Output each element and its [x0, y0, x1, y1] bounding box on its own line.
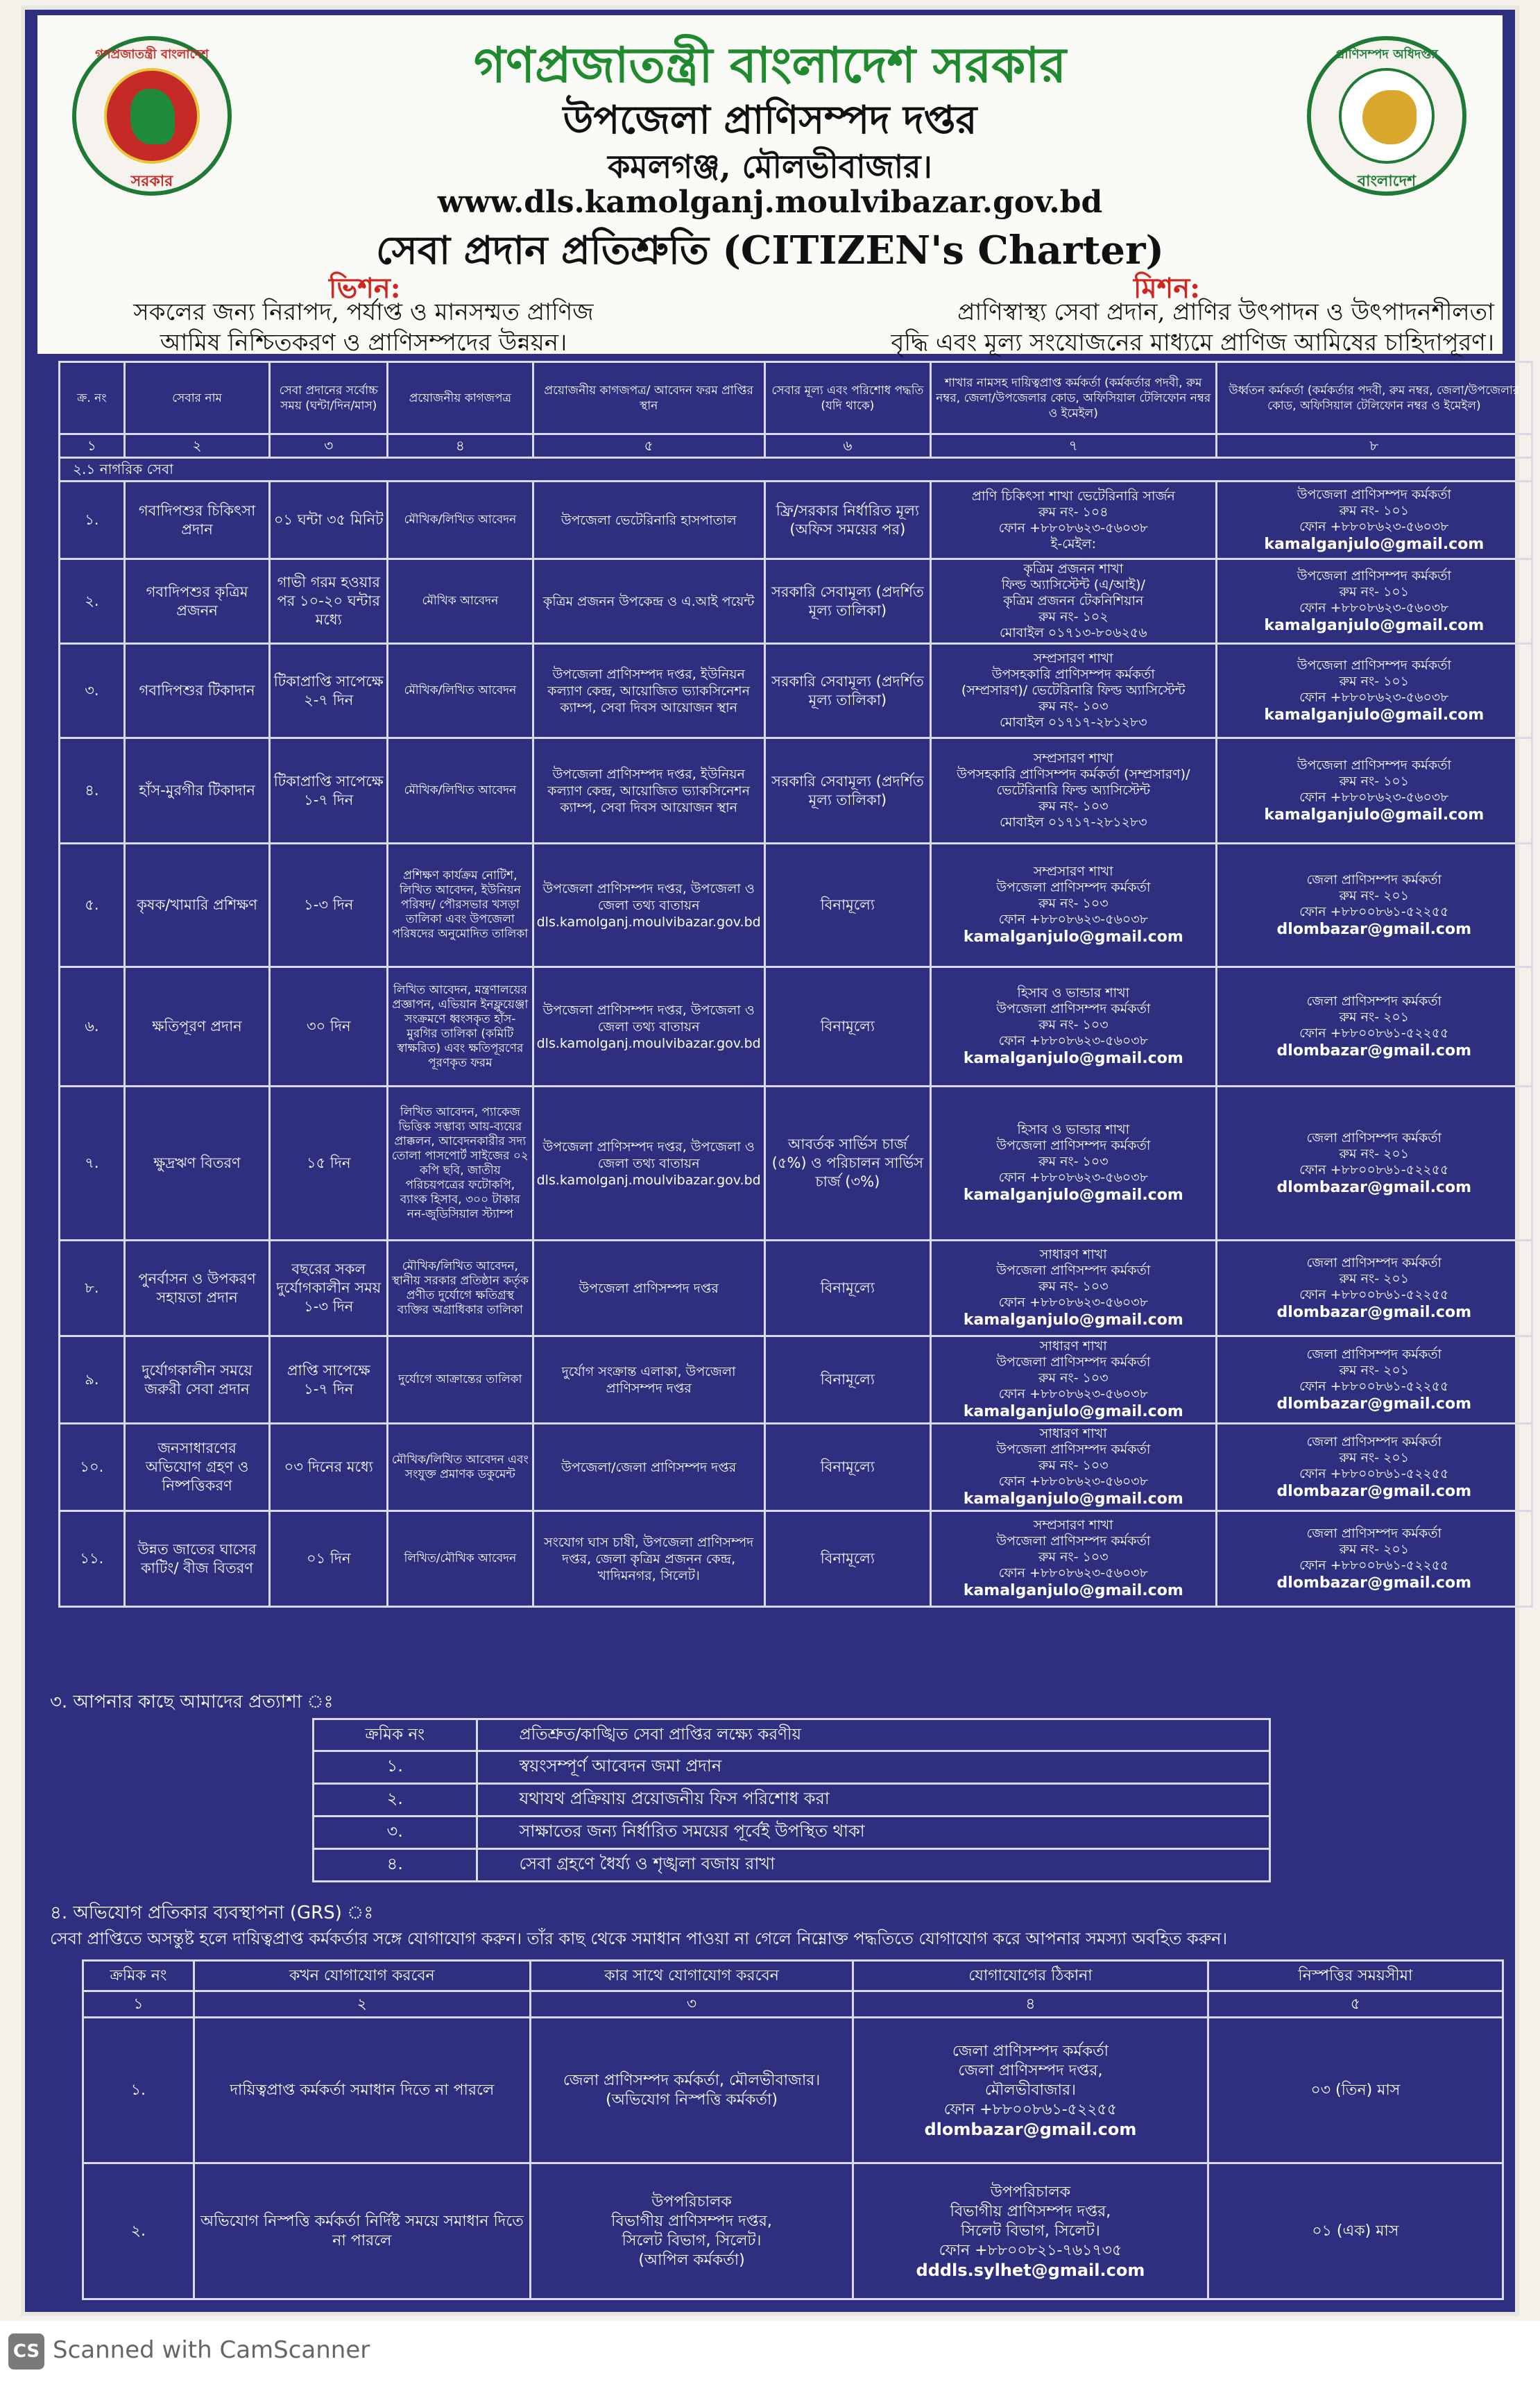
service-place: উপজেলা/জেলা প্রাণিসম্পদ দপ্তর [533, 1424, 764, 1511]
service-officer: কৃত্রিম প্রজনন শাখা ফিল্ড অ্যাসিস্টেন্ট (এ/আই)/ কৃত্রিম প্রজনন টেকনিশিয়ান রুম নং- ১০২ মোবাইল ০১৭১৩-৮০৬২৫৬ [999, 561, 1147, 640]
service-senior-email[interactable]: dlombazar@gmail.com [1276, 1395, 1472, 1413]
service-officer: সাধারণ শাখা উপজেলা প্রাণিসম্পদ কর্মকর্তা রুম নং- ১০৩ ফোন +৮৮০৮৬২৩-৫৬০৩৮ [996, 1426, 1151, 1489]
service-row [60, 1087, 1532, 1241]
service-officer-email[interactable]: kamalganjulo@gmail.com [963, 1186, 1183, 1204]
service-name: দুর্যোগকালীন সময়ে জরুরী সেবা প্রদান [124, 1336, 270, 1424]
service-place: উপজেলা প্রাণিসম্পদ দপ্তর, উপজেলা ও জেলা তথ্য বাতায়ন dls.kamolganj.moulvibazar.gov.bd [533, 967, 764, 1087]
service-time: ১-৩ দিন [270, 844, 388, 967]
service-no: ৩. [60, 644, 125, 738]
service-senior-email[interactable]: kamalganjulo@gmail.com [1264, 616, 1485, 634]
service-place: উপজেলা প্রাণিসম্পদ দপ্তর, ইউনিয়ন কল্যাণ কেন্দ্র, আয়োজিত ভ্যাকসিনেশন ক্যাম্প, সেবা দিবস আয়োজন স্থান [533, 644, 764, 738]
service-name: জনসাধারণের অভিযোগ গ্রহণ ও নিষ্পত্তিকরণ [124, 1424, 270, 1511]
service-senior-email[interactable]: dlombazar@gmail.com [1276, 920, 1472, 938]
service-senior-email[interactable]: kamalganjulo@gmail.com [1264, 806, 1485, 824]
service-time: বছরের সকল দুর্যোগকালীন সময় ১-৩ দিন [270, 1241, 388, 1336]
service-senior-cell [1216, 644, 1532, 738]
service-row [60, 1511, 1532, 1607]
grs-column-number: ২ [194, 1991, 530, 2018]
service-time: টিকাপ্রাপ্তি সাপেক্ষে ১-৭ দিন [270, 738, 388, 844]
services-header-cell: প্রয়োজনীয় কাগজপত্র [388, 362, 533, 434]
exp-header-no: ক্রমিক নং [314, 1719, 477, 1751]
grs-header-cell: নিস্পত্তির সময়সীমা [1208, 1961, 1503, 1991]
service-docs: দুর্যোগে আক্রান্তের তালিকা [388, 1336, 533, 1424]
expectation-row [314, 1751, 1270, 1784]
service-place: উপজেলা প্রাণিসম্পদ দপ্তর, উপজেলা ও জেলা তথ্য বাতায়ন dls.kamolganj.moulvibazar.gov.bd [533, 1087, 764, 1241]
grs-deadline: ০৩ (তিন) মাস [1208, 2018, 1503, 2163]
service-senior: জেলা প্রাণিসম্পদ কর্মকর্তা রুম নং- ২০১ ফোন +৮৮০০৮৬১-৫২২৫৫ [1299, 1254, 1449, 1302]
service-officer-cell [930, 482, 1216, 559]
website-link[interactable]: www.dls.kamolganj.moulvibazar.gov.bd [437, 185, 1103, 220]
grs-whom: জেলা প্রাণিসম্পদ কর্মকর্তা, মৌলভীবাজার। (অভিযোগ নিস্পত্তি কর্মকর্তা) [530, 2018, 853, 2163]
service-time: ০১ ঘন্টা ৩৫ মিনিট [270, 482, 388, 559]
grs-address-cell [853, 2163, 1208, 2299]
services-column-number: ৬ [764, 434, 930, 458]
service-docs: লিখিত/মৌখিক আবেদন [388, 1511, 533, 1607]
service-officer-email[interactable]: kamalganjulo@gmail.com [963, 1403, 1183, 1420]
service-fee: সরকারি সেবামূল্য (প্রদর্শিত মূল্য তালিকা) [764, 738, 930, 844]
service-docs: প্রশিক্ষণ কার্যক্রম নোটিশ, লিখিত আবেদন, ইউনিয়ন পরিষদ/ পৌরসভার খসড়া তালিকা এবং উপজেলা পরিষদের অনুমোদিত তালিকা [388, 844, 533, 967]
grs-when: অভিযোগ নিস্পত্তি কর্মকর্তা নির্দিষ্ট সময়ে সমাধান দিতে না পারলে [194, 2163, 530, 2299]
expectation-row [314, 1817, 1270, 1849]
service-row [60, 1241, 1532, 1336]
service-fee: সরকারি সেবামূল্য (প্রদর্শিত মূল্য তালিকা) [764, 644, 930, 738]
service-no: ৭. [60, 1087, 125, 1241]
expectation-text: যথাযথ প্রক্রিয়ায় প্রয়োজনীয় ফিস পরিশোধ করা [477, 1784, 1269, 1817]
expectation-row [314, 1849, 1270, 1882]
service-row [60, 967, 1532, 1087]
grs-column-number: ১ [83, 1991, 194, 2018]
service-time: ০১ দিন [270, 1511, 388, 1607]
service-docs: মৌখিক/লিখিত আবেদন, স্থানীয় সরকার প্রতিষ্ঠান কর্তৃক প্রণীত দুর্যোগে ক্ষতিগ্রস্থ ব্যক্তির অগ্রাধিকার তালিকা [388, 1241, 533, 1336]
service-place: সংযোগ ঘাস চাষী, উপজেলা প্রাণিসম্পদ দপ্তর, জেলা কৃত্রিম প্রজনন কেন্দ্র, খাদিমনগর, সিলেট। [533, 1511, 764, 1607]
service-docs: লিখিত আবেদন, মন্ত্রণালয়ের প্রজ্ঞাপন, এভিয়ান ইনফ্লুয়েঞ্জা সংক্রমণে ধ্বংসকৃত হাঁস-মুরগির তালিকা (কমিটি স্বাক্ষরিত) এবং ক্ষতিপূরণের পূরণকৃত ফরম [388, 967, 533, 1087]
grs-header-cell: কখন যোগাযোগ করবেন [194, 1961, 530, 1991]
service-place: কৃত্রিম প্রজনন উপকেন্দ্র ও এ.আই পয়েন্ট [533, 559, 764, 644]
service-officer-cell [930, 559, 1216, 644]
service-officer: সাধারণ শাখা উপজেলা প্রাণিসম্পদ কর্মকর্তা রুম নং- ১০৩ ফোন +৮৮০৮৬২৩-৫৬০৩৮ [996, 1338, 1151, 1402]
service-fee: ফ্রি/সরকার নির্ধারিত মূল্য (অফিস সময়ের পর) [764, 482, 930, 559]
service-senior: জেলা প্রাণিসম্পদ কর্মকর্তা রুম নং- ২০১ ফোন +৮৮০০৮৬১-৫২২৫৫ [1299, 1346, 1449, 1394]
service-officer-cell [930, 738, 1216, 844]
service-officer: সম্প্রসারণ শাখা উপসহকারি প্রাণিসম্পদ কর্মকর্তা (সম্প্রসারণ)/ ভেটেরিনারি ফিল্ড অ্যাসিস্টেন্ট রুম নং- ১০৩ মোবাইল ০১৭১৭-২৮১২৮৩ [957, 751, 1190, 830]
service-senior-email[interactable]: dlombazar@gmail.com [1276, 1041, 1472, 1060]
expectation-no: ২. [314, 1784, 477, 1817]
service-row [60, 844, 1532, 967]
service-docs: মৌখিক/লিখিত আবেদন [388, 644, 533, 738]
grs-column-numbers [83, 1991, 1503, 2018]
service-fee: বিনামূল্যে [764, 1511, 930, 1607]
grs-column-number: ৪ [853, 1991, 1208, 2018]
services-header-cell: প্রয়োজনীয় কাগজপত্র/ আবেদন ফরম প্রাপ্তির স্থান [533, 362, 764, 434]
service-senior: উপজেলা প্রাণিসম্পদ কর্মকর্তা রুম নং- ১০১ ফোন +৮৮০৮৬২৩-৫৬০৩৮ [1297, 657, 1451, 705]
service-place: উপজেলা ভেটেরিনারি হাসপাতাল [533, 482, 764, 559]
services-header-cell: সেবার নাম [124, 362, 270, 434]
service-docs: মৌখিক/লিখিত আবেদন [388, 738, 533, 844]
service-officer: হিসাব ও ভান্ডার শাখা উপজেলা প্রাণিসম্পদ কর্মকর্তা রুম নং- ১০৩ ফোন +৮৮০৮৬২৩-৫৬০৩৮ [996, 985, 1151, 1048]
service-time: ১৫ দিন [270, 1087, 388, 1241]
service-senior: উপজেলা প্রাণিসম্পদ কর্মকর্তা রুম নং- ১০১ ফোন +৮৮০৮৬২৩-৫৬০৩৮ [1297, 757, 1451, 805]
service-name: গবাদিপশুর চিকিৎসা প্রদান [124, 482, 270, 559]
grs-whom: উপপরিচালক বিভাগীয় প্রাণিসম্পদ দপ্তর, সিলেট বিভাগ, সিলেট। (আপিল কর্মকর্তা) [530, 2163, 853, 2299]
service-officer-cell [930, 1336, 1216, 1424]
service-officer-email[interactable]: kamalganjulo@gmail.com [963, 1311, 1183, 1329]
service-officer-cell [930, 967, 1216, 1087]
service-row [60, 738, 1532, 844]
service-officer-cell [930, 644, 1216, 738]
service-senior: উপজেলা প্রাণিসম্পদ কর্মকর্তা রুম নং- ১০১ ফোন +৮৮০৮৬২৩-৫৬০৩৮ [1297, 568, 1451, 615]
grs-column-number: ৫ [1208, 1991, 1503, 2018]
grs-no: ২. [83, 2163, 194, 2299]
seal-right-bottom-text: বাংলাদেশ [1357, 173, 1417, 190]
service-time: প্রাপ্তি সাপেক্ষে ১-৭ দিন [270, 1336, 388, 1424]
grs-address-cell [853, 2018, 1208, 2163]
service-fee: বিনামূল্যে [764, 1424, 930, 1511]
service-officer-cell [930, 1511, 1216, 1607]
service-fee: বিনামূল্যে [764, 1241, 930, 1336]
service-senior-email[interactable]: kamalganjulo@gmail.com [1264, 535, 1485, 553]
service-senior: জেলা প্রাণিসম্পদ কর্মকর্তা রুম নং- ২০১ ফোন +৮৮০০৮৬১-৫২২৫৫ [1299, 1130, 1449, 1177]
vision-text: সকলের জন্য নিরাপদ, পর্যাপ্ত ও মানসম্মত প্রাণিজ আমিষ নিশ্চিতকরণ ও প্রাণিসম্পদের উন্নয়ন। [133, 298, 594, 357]
service-fee: আবর্তক সার্ভিস চার্জ (৫%) ও পরিচালন সার্ভিস চার্জ (৩%) [764, 1087, 930, 1241]
expectation-no: ৪. [314, 1849, 477, 1882]
expectation-text: স্বয়ংসম্পূর্ণ আবেদন জমা প্রদান [477, 1751, 1269, 1784]
grs-table [82, 1959, 1504, 2300]
service-name: গবাদিপশুর টিকাদান [124, 644, 270, 738]
expectation-no: ১. [314, 1751, 477, 1784]
service-name: হাঁস-মুরগীর টিকাদান [124, 738, 270, 844]
service-place: উপজেলা প্রাণিসম্পদ দপ্তর, উপজেলা ও জেলা তথ্য বাতায়ন dls.kamolganj.moulvibazar.gov.bd [533, 844, 764, 967]
service-senior-email[interactable]: dlombazar@gmail.com [1276, 1178, 1472, 1196]
expectations-table [312, 1718, 1271, 1882]
service-docs: মৌখিক/লিখিত আবেদন এবং সংযুক্ত প্রমাণক ডকুমেন্ট [388, 1424, 533, 1511]
service-senior: জেলা প্রাণিসম্পদ কর্মকর্তা রুম নং- ২০১ ফোন +৮৮০০৮৬১-৫২২৫৫ [1299, 871, 1449, 919]
service-senior-email[interactable]: dlombazar@gmail.com [1276, 1574, 1472, 1592]
service-officer-email[interactable]: kamalganjulo@gmail.com [963, 928, 1183, 946]
service-docs: লিখিত আবেদন, প্যাকেজ ভিত্তিক সম্ভাব্য আয়-ব্যয়ের প্রাক্কলন, আবেদনকারীর সদ্য তোলা পাসপোর্ট সাইজের ০২ কপি ছবি, জাতীয় পরিচয়পত্রের ফটোকপি, ব্যাংক হিসাব, ৩০০ টাকার নন-জুডিসিয়াল স্ট্যাম্প [388, 1087, 533, 1241]
service-name: ক্ষুদ্রঋণ বিতরণ [124, 1087, 270, 1241]
service-officer-cell [930, 1241, 1216, 1336]
service-docs: মৌখিক আবেদন [388, 559, 533, 644]
service-fee: বিনামূল্যে [764, 1336, 930, 1424]
services-column-number: ৭ [930, 434, 1216, 458]
services-header-cell: সেবা প্রদানের সর্বোচ্চ সময় (ঘন্টা/দিন/মাস) [270, 362, 388, 434]
service-senior: জেলা প্রাণিসম্পদ কর্মকর্তা রুম নং- ২০১ ফোন +৮৮০০৮৬১-৫২২৫৫ [1299, 1434, 1449, 1481]
service-place: দুর্যোগ সংক্রান্ত এলাকা, উপজেলা প্রাণিসম্পদ দপ্তর [533, 1336, 764, 1424]
exp-header-text: প্রতিশ্রুত/কাঙ্খিত সেবা প্রাপ্তির লক্ষ্যে করণীয় [477, 1719, 1269, 1751]
service-place: উপজেলা প্রাণিসম্পদ দপ্তর [533, 1241, 764, 1336]
service-time: গাভী গরম হওয়ার পর ১০-২০ ঘন্টার মধ্যে [270, 559, 388, 644]
service-no: ৮. [60, 1241, 125, 1336]
services-column-number: ৮ [1216, 434, 1532, 458]
office-location: কমলগঞ্জ, মৌলভীবাজার। [608, 148, 932, 185]
service-fee: বিনামূল্যে [764, 844, 930, 967]
grs-header-row [83, 1961, 1503, 1991]
charter-title: সেবা প্রদান প্রতিশ্রুতি (CITIZEN's Charter) [376, 228, 1164, 273]
service-officer: প্রাণি চিকিৎসা শাখা ভেটেরিনারি সার্জন রুম নং- ১০৪ ফোন +৮৮০৮৬২৩-৫৬০৩৮ ই-মেইল: [971, 488, 1175, 552]
govt-title: গণপ্রজাতন্ত্রী বাংলাদেশ সরকার [474, 36, 1066, 94]
service-officer: সম্প্রসারণ শাখা উপজেলা প্রাণিসম্পদ কর্মকর্তা রুম নং- ১০৩ ফোন +৮৮০৮৬২৩-৫৬০৩৮ [996, 864, 1151, 927]
grs-row [83, 2018, 1503, 2163]
service-senior-cell [1216, 1511, 1532, 1607]
grs-row [83, 2163, 1503, 2299]
service-senior-email[interactable]: dlombazar@gmail.com [1276, 1303, 1472, 1321]
service-senior-email[interactable]: dlombazar@gmail.com [1276, 1482, 1472, 1500]
service-officer: হিসাব ও ভান্ডার শাখা উপজেলা প্রাণিসম্পদ কর্মকর্তা রুম নং- ১০৩ ফোন +৮৮০৮৬২৩-৫৬০৩৮ [996, 1122, 1151, 1185]
service-officer-email[interactable]: kamalganjulo@gmail.com [963, 1050, 1183, 1067]
service-officer: সাধারণ শাখা উপজেলা প্রাণিসম্পদ কর্মকর্তা রুম নং- ১০৩ ফোন +৮৮০৮৬২৩-৫৬০৩৮ [996, 1247, 1151, 1310]
service-senior-cell [1216, 482, 1532, 559]
seal-left-top-text: গণপ্রজাতন্ত্রী বাংলাদেশ [95, 47, 209, 62]
service-row [60, 1336, 1532, 1424]
services-column-number: ৪ [388, 434, 533, 458]
services-column-numbers [60, 434, 1532, 458]
service-time: টিকাপ্রাপ্তি সাপেক্ষে ২-৭ দিন [270, 644, 388, 738]
service-name: কৃষক/খামারি প্রশিক্ষণ [124, 844, 270, 967]
expectation-row [314, 1784, 1270, 1817]
service-senior-cell [1216, 844, 1532, 967]
grs-title: ৪. অভিযোগ প্রতিকার ব্যবস্থাপনা (GRS) ঃ [50, 1903, 374, 1923]
service-senior-cell [1216, 738, 1532, 844]
services-header-cell: সেবার মূল্য এবং পরিশোধ পদ্ধতি (যদি থাকে) [764, 362, 930, 434]
services-table [58, 361, 1533, 1608]
services-header-cell: শাখার নামসহ দায়িত্বপ্রাপ্ত কর্মকর্তা (কর্মকর্তার পদবী, রুম নম্বর, জেলা/উপজেলার কোড, অফিসিয়াল টেলিফোন নম্বর ও ইমেইল) [930, 362, 1216, 434]
service-name: গবাদিপশুর কৃত্রিম প্রজনন [124, 559, 270, 644]
grs-when: দায়িত্বপ্রাপ্ত কর্মকর্তা সমাধান দিতে না পারলে [194, 2018, 530, 2163]
service-row [60, 644, 1532, 738]
grs-column-number: ৩ [530, 1991, 853, 2018]
service-senior-cell [1216, 1424, 1532, 1511]
services-column-number: ২ [124, 434, 270, 458]
grs-intro: সেবা প্রাপ্তিতে অসন্তুষ্ট হলে দায়িত্বপ্রাপ্ত কর্মকর্তার সঙ্গে যোগাযোগ করুন। তাঁর কাছ থেকে সমাধান পাওয়া না গেলে নিম্নোক্ত পদ্ধতিতে যোগাযোগ করে আপনার সমস্যা অবহিত করুন। [50, 1929, 1228, 1948]
service-row [60, 1424, 1532, 1511]
service-no: ১. [60, 482, 125, 559]
service-no: ৫. [60, 844, 125, 967]
mission-title: মিশন: [1133, 272, 1200, 305]
service-row [60, 559, 1532, 644]
service-senior: জেলা প্রাণিসম্পদ কর্মকর্তা রুম নং- ২০১ ফোন +৮৮০০৮৬১-৫২২৫৫ [1299, 1525, 1449, 1573]
grs-header-cell: ক্রমিক নং [83, 1961, 194, 1991]
service-senior-cell [1216, 1241, 1532, 1336]
grs-address-email[interactable]: dddls.sylhet@gmail.com [916, 2260, 1145, 2280]
expectation-no: ৩. [314, 1817, 477, 1849]
camscanner-logo-icon: CS [8, 2333, 44, 2370]
service-no: ১১. [60, 1511, 125, 1607]
service-no: ১০. [60, 1424, 125, 1511]
service-name: উন্নত জাতের ঘাসের কাটিং/ বীজ বিতরণ [124, 1511, 270, 1607]
service-officer-cell [930, 844, 1216, 967]
service-officer-email[interactable]: kamalganjulo@gmail.com [963, 1490, 1183, 1508]
service-name: ক্ষতিপূরণ প্রদান [124, 967, 270, 1087]
service-officer: সম্প্রসারণ শাখা উপসহকারি প্রাণিসম্পদ কর্মকর্তা (সম্প্রসারণ)/ ভেটেরিনারি ফিল্ড অ্যাসিস্টেন্ট রুম নং- ১০৩ মোবাইল ০১৭১৭-২৮১২৮৩ [961, 651, 1186, 730]
service-officer-cell [930, 1424, 1216, 1511]
services-header-row [60, 362, 1532, 434]
grs-header-cell: কার সাথে যোগাযোগ করবেন [530, 1961, 853, 1991]
services-section-row [60, 458, 1532, 482]
service-senior-cell [1216, 1336, 1532, 1424]
services-column-number: ৫ [533, 434, 764, 458]
scanner-text: Scanned with CamScanner [53, 2336, 370, 2364]
seal-left-bottom-text: সরকার [130, 173, 173, 190]
service-fee: সরকারি সেবামূল্য (প্রদর্শিত মূল্য তালিকা) [764, 559, 930, 644]
service-senior-cell [1216, 559, 1532, 644]
grs-deadline: ০১ (এক) মাস [1208, 2163, 1503, 2299]
service-row [60, 482, 1532, 559]
expectation-text: সেবা গ্রহণে ধৈর্য্য ও শৃঙ্খলা বজায় রাখা [477, 1849, 1269, 1882]
service-docs: মৌখিক/লিখিত আবেদন [388, 482, 533, 559]
section-label: ২.১ নাগরিক সেবা [60, 458, 1532, 482]
service-no: ২. [60, 559, 125, 644]
office-title: উপজেলা প্রাণিসম্পদ দপ্তর [563, 97, 977, 143]
service-officer-cell [930, 1087, 1216, 1241]
header-panel [37, 15, 1503, 357]
services-header-cell: ক্র. নং [60, 362, 125, 434]
service-time: ৩০ দিন [270, 967, 388, 1087]
service-senior-cell [1216, 1087, 1532, 1241]
service-no: ৯. [60, 1336, 125, 1424]
grs-address: জেলা প্রাণিসম্পদ কর্মকর্তা জেলা প্রাণিসম্পদ দপ্তর, মৌলভীবাজার। ফোন +৮৮০০৮৬১-৫২২৫৫ [943, 2042, 1118, 2118]
expectation-text: সাক্ষাতের জন্য নির্ধারিত সময়ের পূর্বেই উপস্থিত থাকা [477, 1817, 1269, 1849]
services-column-number: ৩ [270, 434, 388, 458]
service-senior: জেলা প্রাণিসম্পদ কর্মকর্তা রুম নং- ২০১ ফোন +৮৮০০৮৬১-৫২২৫৫ [1299, 993, 1449, 1041]
service-name: পুনর্বাসন ও উপকরণ সহায়তা প্রদান [124, 1241, 270, 1336]
service-place: উপজেলা প্রাণিসম্পদ দপ্তর, ইউনিয়ন কল্যাণ কেন্দ্র, আয়োজিত ভ্যাকসিনেশন ক্যাম্প, সেবা দিবস আয়োজন স্থান [533, 738, 764, 844]
service-senior-email[interactable]: kamalganjulo@gmail.com [1264, 706, 1485, 724]
service-no: ৬. [60, 967, 125, 1087]
expectations-header-row [314, 1719, 1270, 1751]
service-time: ০৩ দিনের মধ্যে [270, 1424, 388, 1511]
mission-text: প্রাণিস্বাস্থ্য সেবা প্রদান, প্রাণির উৎপাদন ও উৎপাদনশীলতা বৃদ্ধি এবং মূল্য সংযোজনের মাধ্যমে প্রাণিজ আমিষের চাহিদাপূরণ। [891, 298, 1494, 357]
grs-header-cell: যোগাযোগের ঠিকানা [853, 1961, 1208, 1991]
seal-right-top-text: প্রাণিসম্পদ অধিদপ্তর [1335, 47, 1439, 62]
service-senior-cell [1216, 967, 1532, 1087]
grs-address-email[interactable]: dlombazar@gmail.com [924, 2119, 1137, 2139]
services-column-number: ১ [60, 434, 125, 458]
vision-title: ভিশন: [329, 272, 401, 305]
grs-no: ১. [83, 2018, 194, 2163]
scanner-footer [0, 2321, 1540, 2382]
service-senior: উপজেলা প্রাণিসম্পদ কর্মকর্তা রুম নং- ১০১ ফোন +৮৮০৮৬২৩-৫৬০৩৮ [1297, 486, 1451, 534]
service-officer-email[interactable]: kamalganjulo@gmail.com [963, 1582, 1183, 1599]
service-fee: বিনামূল্যে [764, 967, 930, 1087]
service-no: ৪. [60, 738, 125, 844]
service-officer: সম্প্রসারণ শাখা উপজেলা প্রাণিসম্পদ কর্মকর্তা রুম নং- ১০৩ ফোন +৮৮০৮৬২৩-৫৬০৩৮ [996, 1517, 1151, 1581]
grs-address: উপপরিচালক বিভাগীয় প্রাণিসম্পদ দপ্তর, সিলেট বিভাগ, সিলেট। ফোন +৮৮০০৮২১-৭৬১৭৩৫ [939, 2183, 1122, 2259]
citizen-charter-board [21, 6, 1519, 2316]
services-header-cell: উর্ধ্বতন কর্মকর্তা (কর্মকর্তার পদবী, রুম নম্বর, জেলা/উপজেলার কোড, অফিসিয়াল টেলিফোন নম্বর ও ইমেইল) [1216, 362, 1532, 434]
expectations-title: ৩. আপনার কাছে আমাদের প্রত্যাশা ঃ [50, 1692, 334, 1712]
